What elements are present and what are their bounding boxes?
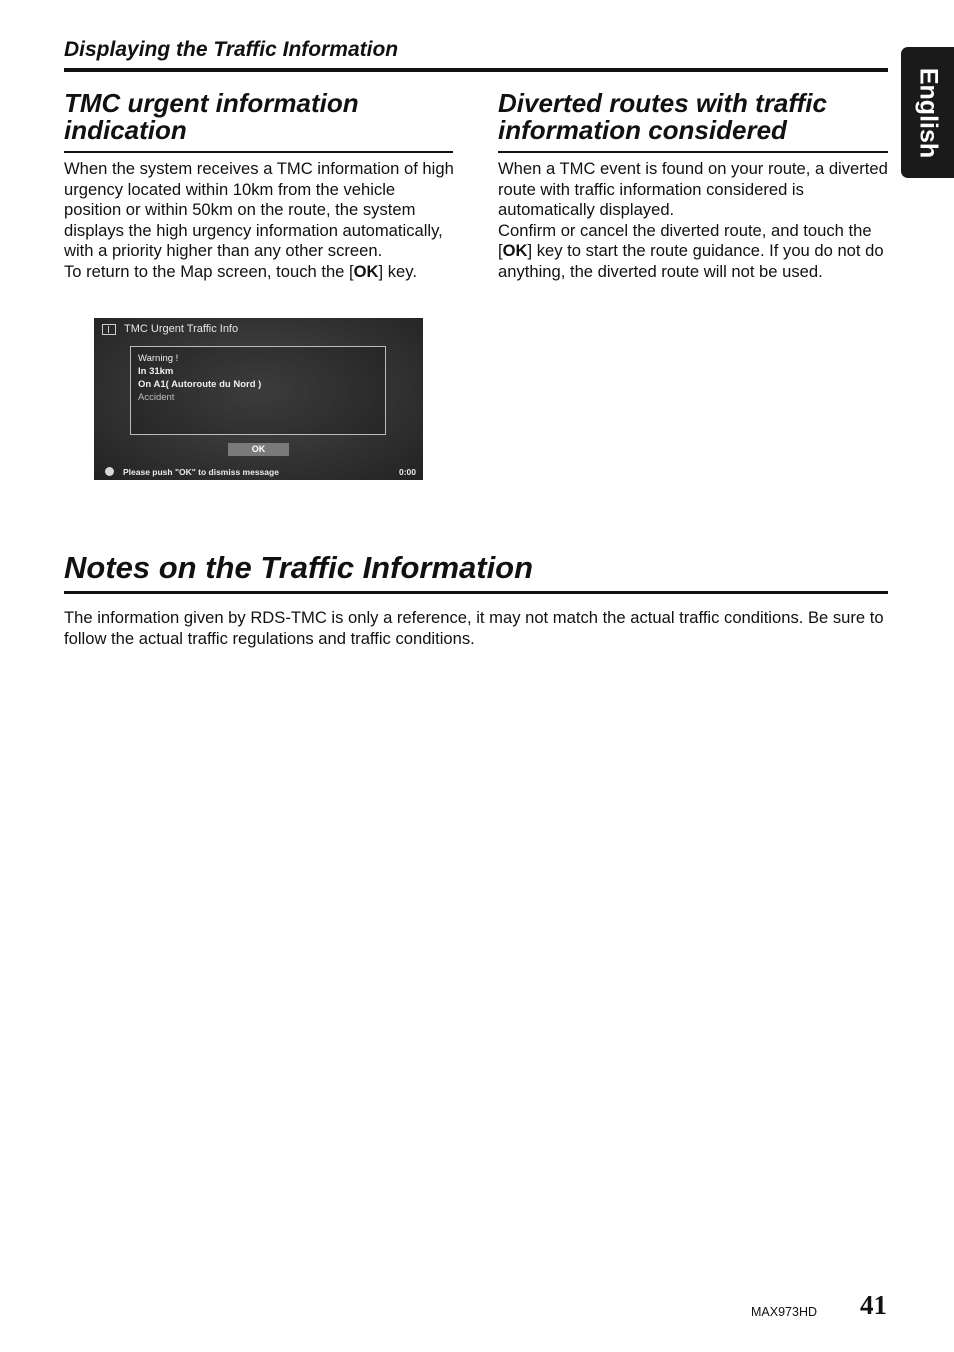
tmc-urgent-section xyxy=(64,90,454,282)
road-line: On A1( Autoroute du Nord ) xyxy=(138,379,262,390)
tmc-urgent-heading xyxy=(64,90,453,153)
ok-key-label: OK xyxy=(353,261,379,281)
status-message: Please push "OK" to dismiss message xyxy=(123,467,279,477)
notes-rule xyxy=(64,591,888,594)
diverted-routes-heading xyxy=(498,90,888,153)
confirm-text-after: ] key to start the route guidance. If you do not do anything, the diverted route will not be used. xyxy=(498,241,884,281)
return-text-after: ] key. xyxy=(378,261,417,281)
tmc-screen-screenshot xyxy=(94,318,423,480)
screen-title-bar xyxy=(94,318,423,342)
screen-title: TMC Urgent Traffic Info xyxy=(124,323,239,335)
diverted-routes-heading-line2: information considered xyxy=(498,115,787,145)
diverted-routes-heading-line1: Diverted routes with traffic xyxy=(498,88,827,118)
info-icon xyxy=(105,467,114,476)
tmc-urgent-paragraph: When the system receives a TMC information of high urgency located within 10km from the vehicle position or within 50km on the route, the system displays the high urgency information automatically, with a priority higher than any other screen. xyxy=(64,159,454,260)
model-number: MAX973HD xyxy=(751,1305,817,1319)
warning-message-box xyxy=(130,346,386,435)
header-rule xyxy=(64,68,888,72)
notes-title: Notes on the Traffic Information xyxy=(64,550,534,585)
clock-time: 0:00 xyxy=(398,467,416,477)
ok-button[interactable]: OK xyxy=(228,443,289,456)
tmc-urgent-heading-line1: TMC urgent information xyxy=(64,88,359,118)
tmc-urgent-heading-line2: indication xyxy=(64,115,187,145)
distance-line: In 31km xyxy=(138,366,174,377)
diverted-routes-section xyxy=(498,90,888,282)
diverted-routes-confirm-paragraph xyxy=(498,221,888,283)
language-tab-label: English xyxy=(914,67,942,158)
tmc-urgent-return-paragraph xyxy=(64,262,454,283)
page-number: 41 xyxy=(860,1290,887,1320)
diverted-routes-paragraph: When a TMC event is found on your route, a diverted route with traffic information considered is automatically displayed. xyxy=(498,159,888,219)
running-header: Displaying the Traffic Information xyxy=(64,38,399,61)
warning-line: Warning ! xyxy=(138,353,179,364)
notes-body: The information given by RDS-TMC is only a reference, it may not match the actual traffic conditions. Be sure to follow the actual traffic regulations and traffic conditions. xyxy=(64,608,884,648)
event-line: Accident xyxy=(138,392,175,403)
return-text-before: To return to the Map screen, touch the [ xyxy=(64,261,354,281)
confirm-text-before: Confirm or cancel the diverted route, and touch the [ xyxy=(498,220,872,260)
ok-key-label: OK xyxy=(502,241,528,260)
tmc-icon xyxy=(102,324,116,335)
language-tab xyxy=(901,47,954,178)
